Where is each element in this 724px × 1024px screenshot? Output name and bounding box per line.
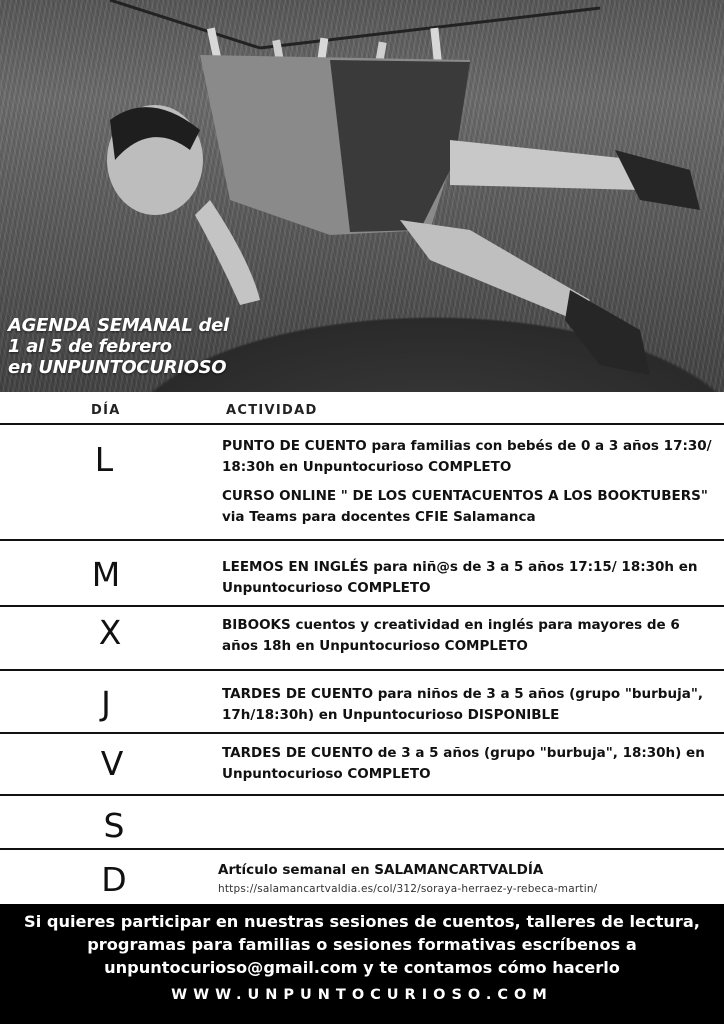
day-label-thursday: J bbox=[101, 684, 111, 723]
contact-footer bbox=[0, 904, 724, 1024]
agenda-title bbox=[8, 315, 288, 378]
day-label-friday: V bbox=[100, 744, 124, 783]
day-label-tuesday: M bbox=[91, 555, 121, 594]
agenda-title-line: AGENDA SEMANAL del bbox=[8, 315, 229, 336]
table-divider bbox=[0, 605, 724, 607]
activity-cell-wednesday bbox=[222, 615, 718, 657]
contact-message: Si quieres participar en nuestras sesiones de cuentos, talleres de lectura, programas para familias o sesiones formativas escríbenos a unpuntocurioso@gmail.com y te contamos cómo hacerlo bbox=[24, 912, 700, 977]
activity-text: TARDES DE CUENTO para niños de 3 a 5 años (grupo "burbuja", 17h/18:30h) en Unpuntocurioso DISPONIBLE bbox=[222, 686, 703, 723]
activity-cell-sunday bbox=[218, 860, 714, 897]
agenda-title-line: en UNPUNTOCURIOSO bbox=[8, 357, 227, 378]
table-divider bbox=[0, 794, 724, 796]
activity-text: Artículo semanal en SALAMANCARTVALDÍA bbox=[218, 862, 544, 878]
day-label-monday: L bbox=[94, 440, 114, 479]
activity-cell-tuesday bbox=[222, 557, 718, 599]
table-divider bbox=[0, 669, 724, 671]
hero-photo bbox=[0, 0, 724, 392]
day-label-sunday: D bbox=[101, 860, 127, 899]
activity-text: CURSO ONLINE " DE LOS CUENTACUENTOS A LOS BOOKTUBERS" via Teams para docentes CFIE Salamanca bbox=[222, 488, 708, 525]
table-header bbox=[0, 400, 724, 422]
website-link[interactable]: WWW.UNPUNTOCURIOSO.COM bbox=[171, 987, 553, 1003]
article-link[interactable]: https://salamancartvaldia.es/col/312/soraya-herraez-y-rebeca-martin/ bbox=[218, 883, 598, 895]
activity-cell-thursday bbox=[222, 684, 718, 726]
day-label-wednesday: X bbox=[98, 613, 122, 652]
agenda-title-line: 1 al 5 de febrero bbox=[8, 336, 172, 357]
column-header-activity: ACTIVIDAD bbox=[226, 403, 318, 418]
table-divider bbox=[0, 539, 724, 541]
activity-text: TARDES DE CUENTO de 3 a 5 años (grupo "burbuja", 18:30h) en Unpuntocurioso COMPLETO bbox=[222, 745, 705, 782]
column-header-day: DÍA bbox=[91, 403, 121, 418]
day-label-saturday: S bbox=[103, 806, 125, 845]
activity-cell-monday bbox=[222, 436, 718, 528]
activity-text: LEEMOS EN INGLÉS para niñ@s de 3 a 5 años 17:15/ 18:30h en Unpuntocurioso COMPLETO bbox=[222, 559, 698, 596]
activity-text: PUNTO DE CUENTO para familias con bebés de 0 a 3 años 17:30/ 18:30h en Unpuntocurioso COMPLETO bbox=[222, 438, 712, 475]
activity-text: BIBOOKS cuentos y creatividad en inglés para mayores de 6 años 18h en Unpuntocurioso COMPLETO bbox=[222, 617, 680, 654]
activity-cell-friday bbox=[222, 743, 718, 785]
table-divider bbox=[0, 848, 724, 850]
table-divider bbox=[0, 732, 724, 734]
table-divider bbox=[0, 423, 724, 425]
